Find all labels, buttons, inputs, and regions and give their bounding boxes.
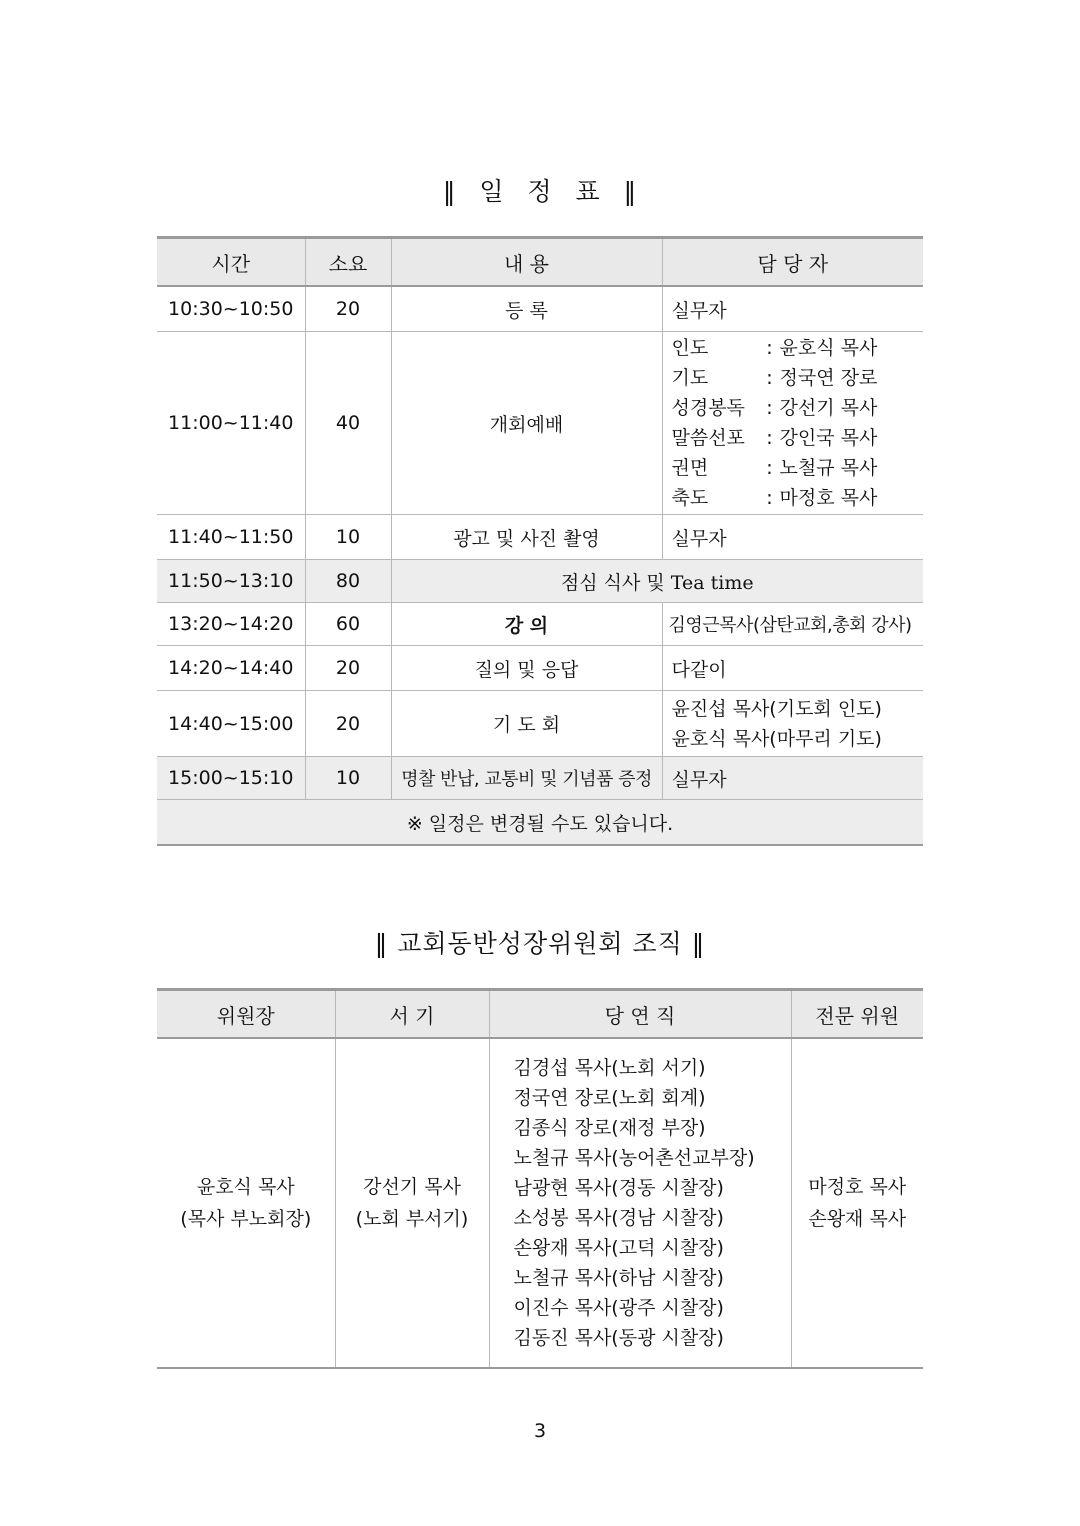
time-cell: 11:40~11:50	[157, 515, 305, 560]
time-cell: 14:20~14:40	[157, 646, 305, 691]
list-item: 김종식 장로(재정 부장)	[513, 1117, 706, 1139]
time-cell: 14:40~15:00	[157, 691, 305, 757]
table-row	[157, 332, 923, 515]
ex-officio-cell	[489, 1038, 791, 1368]
header-ex-officio: 당 연 직	[489, 990, 791, 1039]
expert-name: 손왕재 목사	[808, 1208, 907, 1230]
list-item: 김경섭 목사(노회 서기)	[513, 1057, 706, 1079]
header-experts: 전문 위원	[791, 990, 923, 1039]
role-label: 말씀선포	[671, 427, 745, 449]
person-cell: 다같이	[662, 646, 923, 691]
role-name: 윤호식 목사	[779, 337, 878, 359]
schedule-header-row	[157, 238, 923, 287]
person-line: 윤진섭 목사(기도회 인도)	[671, 697, 882, 720]
experts-cell	[791, 1038, 923, 1368]
role-name: 정국연 장로	[779, 367, 878, 389]
chair-name: 윤호식 목사	[196, 1176, 295, 1198]
table-row	[157, 1038, 923, 1368]
time-cell: 15:00~15:10	[157, 757, 305, 800]
duration-cell: 10	[305, 515, 391, 560]
time-cell: 11:50~13:10	[157, 560, 305, 603]
person-line: 윤호식 목사(마무리 기도)	[671, 727, 882, 750]
lunch-cell	[391, 560, 923, 603]
duration-cell: 40	[305, 332, 391, 515]
role-line	[672, 483, 924, 513]
time-cell: 11:00~11:40	[157, 332, 305, 515]
schedule-note: ※ 일정은 변경될 수도 있습니다.	[157, 800, 923, 846]
person-cell: 실무자	[662, 515, 923, 560]
role-line	[672, 393, 924, 423]
role-label: 축도	[671, 487, 709, 509]
table-row	[157, 757, 923, 800]
person-cell: 김영근목사(삼탄교회,총회 강사)	[662, 603, 923, 646]
secretary-role: (노회 부서기)	[355, 1208, 469, 1230]
table-row	[157, 515, 923, 560]
header-content: 내 용	[391, 238, 662, 287]
list-item: 남광현 목사(경동 시찰장)	[513, 1177, 724, 1199]
list-item: 김동진 목사(동광 시찰장)	[513, 1327, 724, 1349]
content-cell: 질의 및 응답	[391, 646, 662, 691]
role-colon: :	[766, 427, 773, 449]
duration-cell: 20	[305, 691, 391, 757]
header-duration: 소요	[305, 238, 391, 287]
time-cell: 13:20~14:20	[157, 603, 305, 646]
chair-cell	[157, 1038, 335, 1368]
schedule-title: ‖ 일 정 표 ‖	[442, 177, 638, 206]
content-cell: 명찰 반납, 교통비 및 기념품 증정	[391, 757, 662, 800]
expert-name: 마정호 목사	[808, 1176, 907, 1198]
duration-cell: 80	[305, 560, 391, 603]
secretary-cell	[335, 1038, 489, 1368]
list-item: 노철규 목사(농어촌선교부장)	[513, 1147, 755, 1169]
role-colon: :	[766, 487, 773, 509]
role-line	[672, 333, 924, 363]
duration-cell: 20	[305, 286, 391, 332]
worship-roles-cell	[662, 332, 923, 515]
note-row	[157, 800, 923, 846]
role-name: 노철규 목사	[779, 457, 878, 479]
role-label: 기도	[671, 367, 709, 389]
role-name: 마정호 목사	[779, 487, 878, 509]
content-cell: 광고 및 사진 촬영	[391, 515, 662, 560]
table-row	[157, 603, 923, 646]
person-cell	[662, 691, 923, 757]
person-cell: 실무자	[662, 757, 923, 800]
list-item: 소성봉 목사(경남 시찰장)	[513, 1207, 724, 1229]
list-item: 노철규 목사(하남 시찰장)	[513, 1267, 724, 1289]
list-item: 이진수 목사(광주 시찰장)	[513, 1297, 724, 1319]
content-cell: 등 록	[391, 286, 662, 332]
list-item: 정국연 장로(노회 회계)	[513, 1087, 706, 1109]
list-item: 손왕재 목사(고덕 시찰장)	[513, 1237, 724, 1259]
role-colon: :	[766, 337, 773, 359]
role-name: 강인국 목사	[779, 427, 878, 449]
header-time: 시간	[157, 238, 305, 287]
tea-time-label: Tea time	[670, 571, 754, 594]
duration-cell: 20	[305, 646, 391, 691]
role-colon: :	[766, 397, 773, 419]
role-name: 강선기 목사	[779, 397, 878, 419]
role-label: 권면	[671, 457, 709, 479]
secretary-name: 강선기 목사	[363, 1176, 461, 1198]
lunch-label: 점심 식사 및	[560, 571, 665, 594]
role-colon: :	[766, 457, 773, 479]
organization-table	[157, 988, 923, 1369]
header-secretary: 서 기	[335, 990, 489, 1039]
table-row	[157, 286, 923, 332]
role-label: 인도	[671, 337, 709, 359]
duration-cell: 10	[305, 757, 391, 800]
table-row	[157, 646, 923, 691]
header-chair: 위원장	[157, 990, 335, 1039]
organization-title: ‖ 교회동반성장위원회 조직 ‖	[374, 929, 706, 958]
header-person: 담 당 자	[662, 238, 923, 287]
person-cell: 실무자	[662, 286, 923, 332]
content-cell: 강 의	[391, 603, 662, 646]
duration-cell: 60	[305, 603, 391, 646]
content-cell: 개회예배	[391, 332, 662, 515]
role-colon: :	[766, 367, 773, 389]
role-line	[672, 363, 924, 393]
table-row	[157, 691, 923, 757]
chair-role: (목사 부노회장)	[180, 1208, 312, 1230]
table-row	[157, 560, 923, 603]
role-label: 성경봉독	[671, 397, 745, 419]
role-line	[672, 453, 924, 483]
content-cell: 기 도 회	[391, 691, 662, 757]
page-number: 3	[533, 1420, 547, 1442]
schedule-table	[157, 236, 923, 846]
role-line	[672, 423, 924, 453]
organization-header-row	[157, 990, 923, 1039]
time-cell: 10:30~10:50	[157, 286, 305, 332]
